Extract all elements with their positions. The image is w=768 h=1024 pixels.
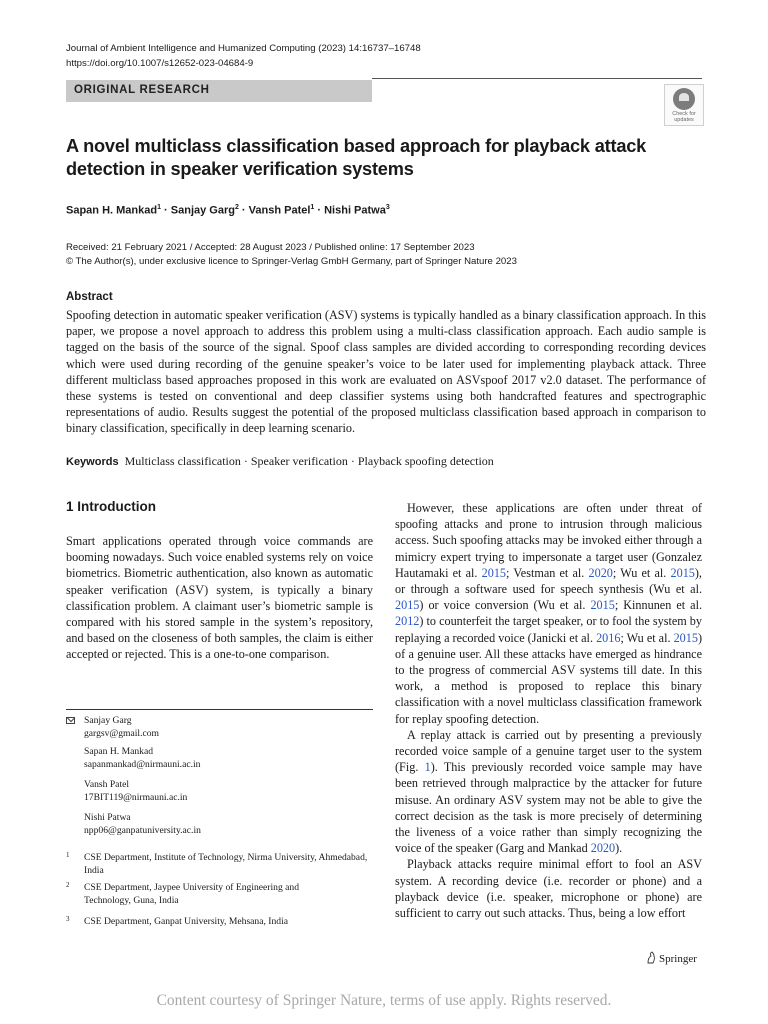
- check-for-updates-badge[interactable]: [664, 84, 704, 126]
- paragraph-text: ; Wu et al.: [612, 565, 671, 580]
- section-banner-label: ORIGINAL RESEARCH: [74, 84, 210, 96]
- affiliation-text: CSE Department, Ganpat University, Mehsana, India: [84, 916, 288, 927]
- affiliation-number: 3: [66, 915, 70, 923]
- body-paragraph: [395, 500, 702, 727]
- contact-entry: [84, 812, 201, 837]
- body-paragraph: [395, 856, 702, 921]
- citation-link[interactable]: 2015: [670, 565, 695, 580]
- body-paragraph: [395, 727, 702, 857]
- crossmark-icon: [673, 88, 695, 110]
- abstract-heading: Abstract: [66, 291, 113, 303]
- author-separator: ·: [314, 204, 325, 217]
- received-accepted-published: Received: 21 February 2021 / Accepted: 28 August 2023 / Published online: 17 September 2023: [66, 242, 475, 253]
- paragraph-text: ) to counterfeit the target speaker, or to fool the system by replaying a recorded voice (Janicki et al.: [395, 614, 702, 645]
- contact-email[interactable]: sapanmankad@nirmauni.ac.in: [84, 758, 201, 770]
- citation-link[interactable]: 2015: [590, 598, 615, 613]
- author-list: [66, 204, 390, 217]
- paragraph-text: ; Wu et al.: [620, 630, 674, 645]
- paragraph-text: ) or voice conversion (Wu et al.: [419, 598, 591, 613]
- envelope-icon: [66, 717, 75, 724]
- contact-entry: [84, 779, 187, 804]
- author-affiliation-mark: 2: [234, 204, 239, 211]
- author-affiliation-mark: 1: [157, 204, 161, 211]
- affiliation-number: 1: [66, 851, 70, 859]
- right-column-text: [395, 500, 702, 921]
- author-name: Sanjay Garg: [170, 204, 235, 217]
- paragraph-text: ). This previously recorded voice sample may have been retrieved through malpractice by the attacker for future misuse. An ordinary ASV system may not be able to give the correct decision as the task is more precisely of determining the liveness of a voice rather than simply recognizing the voice of the speaker (Garg and Mankad: [395, 760, 702, 856]
- crossmark-label: Check for updates: [672, 111, 696, 123]
- paragraph-text: A replay attack is carried out by presenting a previously recorded voice sample of a genuine target user to the system (Fig.: [395, 727, 702, 775]
- citation-link[interactable]: 2016: [596, 630, 621, 645]
- journal-header: [66, 41, 421, 71]
- paragraph-text: Playback attacks require minimal effort to fool an ASV system. A recording device (i.e. recorder or phone) and a playback device (i.e. speaker, microphone or phone) are sufficient to carry out such attacks. Thus, being a low effort: [395, 857, 702, 921]
- doi-link[interactable]: https://doi.org/10.1007/s12652-023-04684-9: [66, 58, 254, 69]
- corresponding-contacts: [66, 715, 373, 955]
- footnote-rule: [66, 709, 373, 710]
- contact-name: Nishi Patwa: [84, 812, 131, 823]
- paragraph-text: ; Kinnunen et al.: [614, 598, 702, 613]
- paragraph-text: ; Vestman et al.: [506, 565, 589, 580]
- paragraph-text: However, these applications are often under threat of spoofing attacks and prone to intrusion through malicious access. Such spoofing attacks may be invoked either through a mimicry expert trying to impersonate a target user (Gonzalez Hautamaki et al.: [395, 501, 702, 580]
- publisher-mark: [646, 951, 697, 965]
- paragraph-text: ), or through a software used for speech synthesis (Wu et al.: [395, 565, 702, 597]
- affiliation-number: 2: [66, 881, 70, 889]
- springer-horse-icon: [646, 951, 656, 964]
- citation-link[interactable]: 1: [424, 760, 431, 775]
- contact-name: Sapan H. Mankad: [84, 746, 154, 757]
- intro-paragraph: Smart applications operated through voice commands are booming nowadays. Such voice enabled systems rely on voice biometrics. Biometric authentication, also known as automatic speaker verification (ASV) system, is typically a binary classification problem. A claimant user’s biometric sample is compared with his stored sample in the system’s repository, and based on the closeness of both samples, the claim is either accepted or rejected. This is a one-to-one comparison.: [66, 534, 373, 662]
- journal-line: Journal of Ambient Intelligence and Humanized Computing (2023) 14:16737–16748: [66, 43, 421, 54]
- article-title: A novel multiclass classification based approach for playback attack detection in speaker verification systems: [66, 136, 647, 179]
- publisher-name: Springer: [659, 953, 697, 965]
- header-rule: [372, 78, 702, 79]
- author-affiliation-mark: 3: [385, 204, 390, 211]
- author-name: Vansh Patel: [248, 204, 311, 217]
- publication-dates: [66, 241, 517, 269]
- citation-link[interactable]: 2015: [673, 630, 698, 645]
- contact-name: Sanjay Garg: [84, 715, 132, 726]
- contact-email[interactable]: gargsv@gmail.com: [84, 727, 160, 739]
- citation-link[interactable]: 2015: [395, 598, 420, 613]
- contact-entry: [84, 715, 159, 740]
- copyright-line: © The Author(s), under exclusive licence to Springer-Verlag GmbH Germany, part of Springer Nature 2023: [66, 256, 517, 267]
- citation-link[interactable]: 2012: [395, 614, 420, 629]
- keywords: [66, 454, 494, 469]
- contact-entry: [84, 746, 200, 771]
- author-separator: ·: [160, 204, 171, 217]
- citation-link[interactable]: 2020: [588, 565, 613, 580]
- courtesy-notice: Content courtesy of Springer Nature, terms of use apply. Rights reserved.: [156, 992, 612, 1009]
- section-banner: [66, 80, 372, 102]
- paragraph-text: ).: [615, 841, 623, 856]
- contact-email[interactable]: 17BIT119@nirmauni.ac.in: [84, 791, 188, 803]
- section-heading-introduction: 1 Introduction: [66, 499, 156, 514]
- affiliation-text: CSE Department, Institute of Technology, Nirma University, Ahmedabad, India: [84, 852, 368, 876]
- keywords-text: Multiclass classification · Speaker verification · Playback spoofing detection: [124, 454, 494, 468]
- contact-name: Vansh Patel: [84, 779, 130, 790]
- paragraph-text: ) of a genuine user. All these attacks have emerged as hindrance to the progress of commercial ASV systems till date. In this work, a method is proposed to replace this binary classification with a novel multiclass classification framework for replay spoofing detection.: [395, 630, 703, 726]
- contact-email[interactable]: npp06@ganpatuniversity.ac.in: [84, 824, 201, 836]
- author-name: Sapan H. Mankad: [66, 204, 158, 217]
- citation-link[interactable]: 2020: [590, 841, 616, 856]
- citation-link[interactable]: 2015: [481, 565, 507, 580]
- abstract-text: Spoofing detection in automatic speaker verification (ASV) systems is typically handled as a binary classification approach. In this paper, we propose a novel approach to address this problem using a multi-class classification approach. Each audio sample is tagged on the basis of the source of the signal. Spoof class samples are divided according to corresponding recording devices which were used during recording of the genuine speaker’s voice to be later used for implementing playback attack. Three different multiclass based approaches proposed in this work are evaluated on ASVspoof 2017 v2.0 dataset. The performance of these systems is tested on conventional and deep classifier systems using both handcrafted features and spectrographic representations of audio. Results suggest the potential of the proposed multiclass classification based approach in comparison to binary classification, specifically in deep learning scenario.: [66, 308, 706, 436]
- author-separator: ·: [238, 204, 249, 217]
- keywords-label: Keywords: [66, 456, 119, 468]
- author-affiliation-mark: 1: [310, 204, 315, 211]
- author-name: Nishi Patwa: [324, 204, 386, 217]
- affiliation-text: CSE Department, Jaypee University of Engineering and Technology, Guna, India: [84, 882, 300, 906]
